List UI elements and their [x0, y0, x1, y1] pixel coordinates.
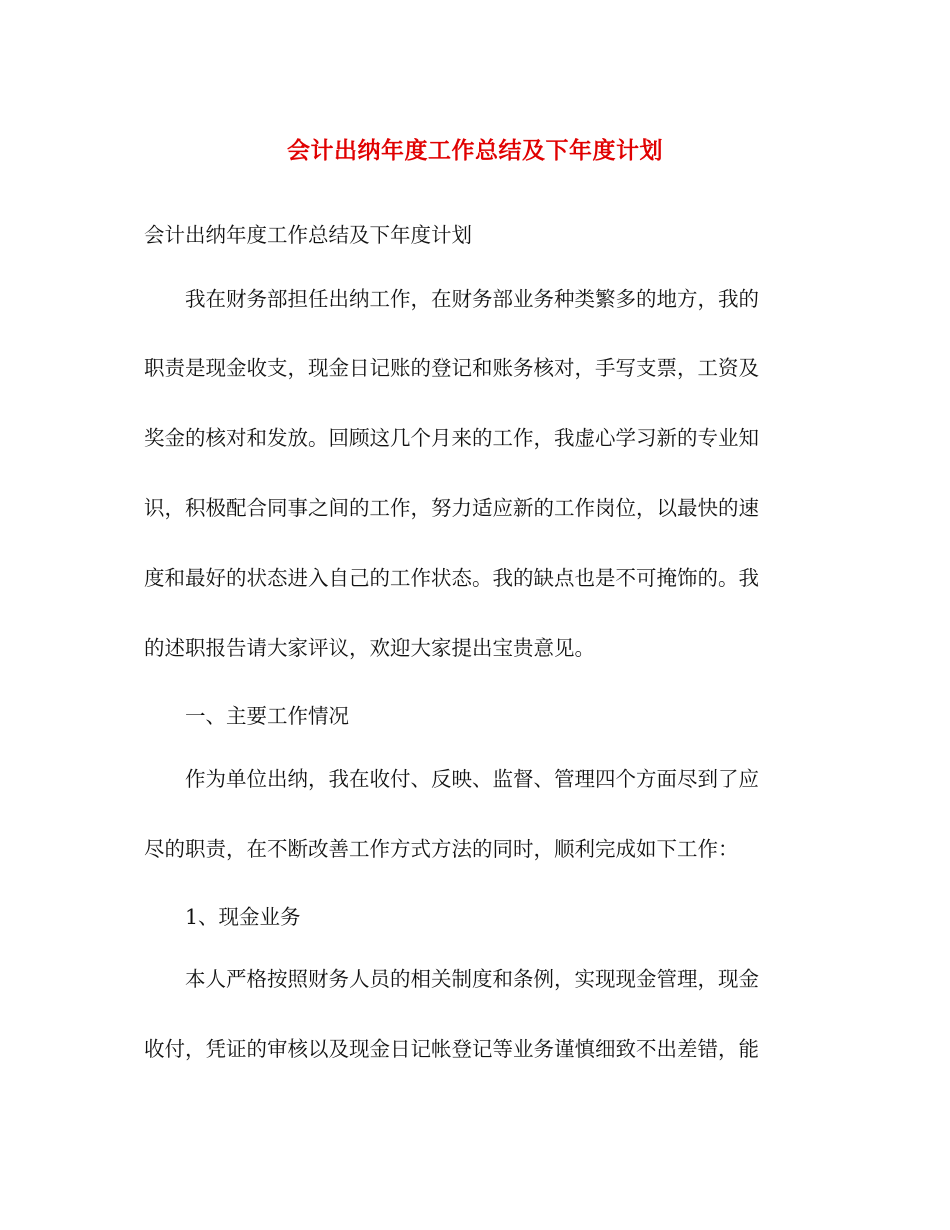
- paragraph-line: 尽的职责，在不断改善工作方式方法的同时，顺利完成如下工作：: [144, 837, 739, 861]
- paragraph-line: 职责是现金收支，现金日记账的登记和账务核对，手写支票，工资及: [144, 356, 759, 380]
- paragraph-line: 度和最好的状态进入自己的工作状态。我的缺点也是不可掩饰的。我: [144, 566, 759, 590]
- subsection-heading: 1、现金业务: [185, 905, 301, 929]
- document-title: 会计出纳年度工作总结及下年度计划: [287, 137, 663, 164]
- paragraph-line: 收付，凭证的审核以及现金日记帐登记等业务谨慎细致不出差错，能: [144, 1037, 759, 1061]
- paragraph-line: 我在财务部担任出纳工作，在财务部业务种类繁多的地方，我的: [185, 287, 759, 311]
- paragraph-line: 本人严格按照财务人员的相关制度和条例，实现现金管理，现金: [185, 967, 759, 991]
- section-heading: 一、主要工作情况: [185, 704, 349, 728]
- paragraph-line: 识，积极配合同事之间的工作，努力适应新的工作岗位，以最快的速: [144, 496, 759, 520]
- paragraph-line: 奖金的核对和发放。回顾这几个月来的工作，我虚心学习新的专业知: [144, 426, 759, 450]
- subtitle-line: 会计出纳年度工作总结及下年度计划: [144, 223, 472, 247]
- paragraph-line: 的述职报告请大家评议，欢迎大家提出宝贵意见。: [144, 636, 595, 660]
- paragraph-line: 作为单位出纳，我在收付、反映、监督、管理四个方面尽到了应: [185, 767, 759, 791]
